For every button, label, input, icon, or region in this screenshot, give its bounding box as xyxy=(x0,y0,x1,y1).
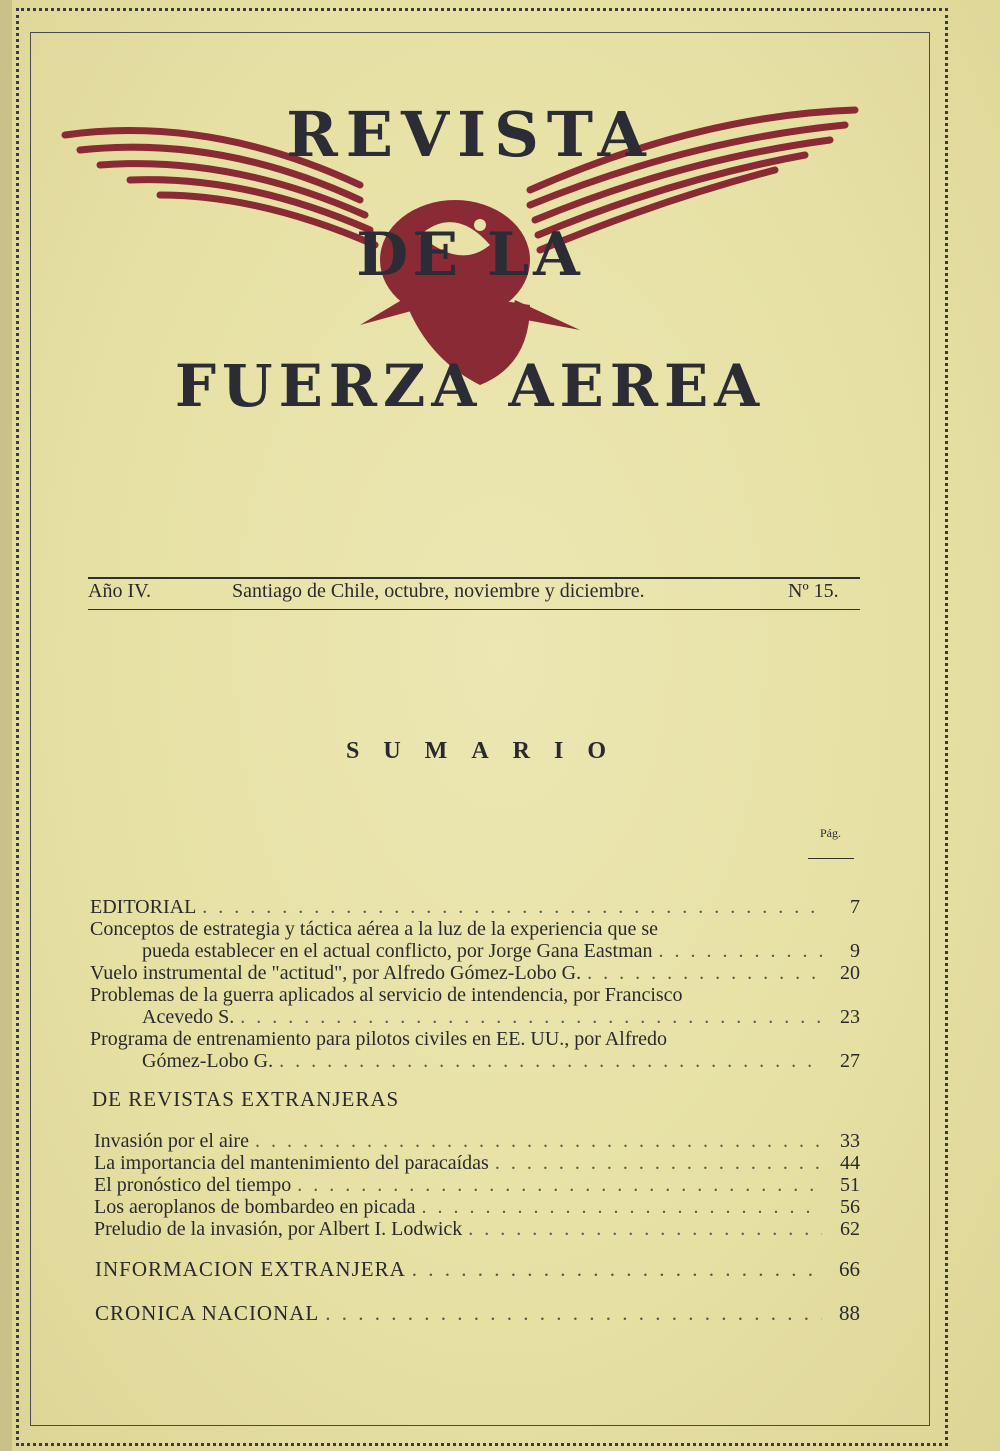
toc-cronica xyxy=(95,1302,860,1324)
toc-item-informacion-extranjera: INFORMACION EXTRANJERA . . . 66 xyxy=(95,1258,860,1280)
issue-rule-top xyxy=(88,577,860,579)
page-column-label: Pág. xyxy=(820,826,841,840)
toc-item-conceptos: Conceptos de estrategia y táctica aérea a la luz de la experiencia que se pueda establecer en el actual conflicto, por Jorge Gana Eastman . . . 9 xyxy=(90,918,860,962)
issue-number: Nº 15. xyxy=(788,580,839,602)
masthead-line-fuerza-aerea: FUERZA AEREA xyxy=(174,352,766,420)
toc-item-preludio: Preludio de la invasión, por Albert I. Lodwick . . . 62 xyxy=(94,1218,860,1240)
section-heading-foreign: DE REVISTAS EXTRANJERAS xyxy=(92,1087,400,1111)
toc-item-problemas: Problemas de la guerra aplicados al servicio de intendencia, por Francisco Acevedo S. . . . 23 xyxy=(90,984,860,1028)
sumario-heading: SUMARIO xyxy=(345,738,630,764)
toc-foreign xyxy=(94,1130,860,1240)
toc-main xyxy=(90,896,860,1072)
page-column-rule xyxy=(808,858,854,859)
issue-rule-bottom xyxy=(88,609,860,610)
toc-item-editorial: EDITORIAL . . . 7 xyxy=(90,896,860,918)
toc-item-vuelo: Vuelo instrumental de "actitud", por Alfredo Gómez-Lobo G. . . . 20 xyxy=(90,962,860,984)
page-binding-edge xyxy=(0,0,12,1451)
toc-item-aeroplanos: Los aeroplanos de bombardeo en picada . . . 56 xyxy=(94,1196,860,1218)
toc-info xyxy=(95,1258,860,1280)
issue-place-date: Santiago de Chile, octubre, noviembre y diciembre. xyxy=(232,580,645,602)
masthead-line-revista: REVISTA xyxy=(286,98,654,171)
toc-item-invasion: Invasión por el aire . . . 33 xyxy=(94,1130,860,1152)
toc-item-pronostico: El pronóstico del tiempo . . . 51 xyxy=(94,1174,860,1196)
masthead-line-de-la: DE LA xyxy=(356,220,584,290)
issue-year: Año IV. xyxy=(88,580,151,602)
toc-item-paracaidas: La importancia del mantenimiento del paracaídas . . . 44 xyxy=(94,1152,860,1174)
toc-item-programa: Programa de entrenamiento para pilotos civiles en EE. UU., por Alfredo Gómez-Lobo G. . . . 27 xyxy=(90,1028,860,1072)
toc-item-cronica-nacional: CRONICA NACIONAL . . . 88 xyxy=(95,1302,860,1324)
